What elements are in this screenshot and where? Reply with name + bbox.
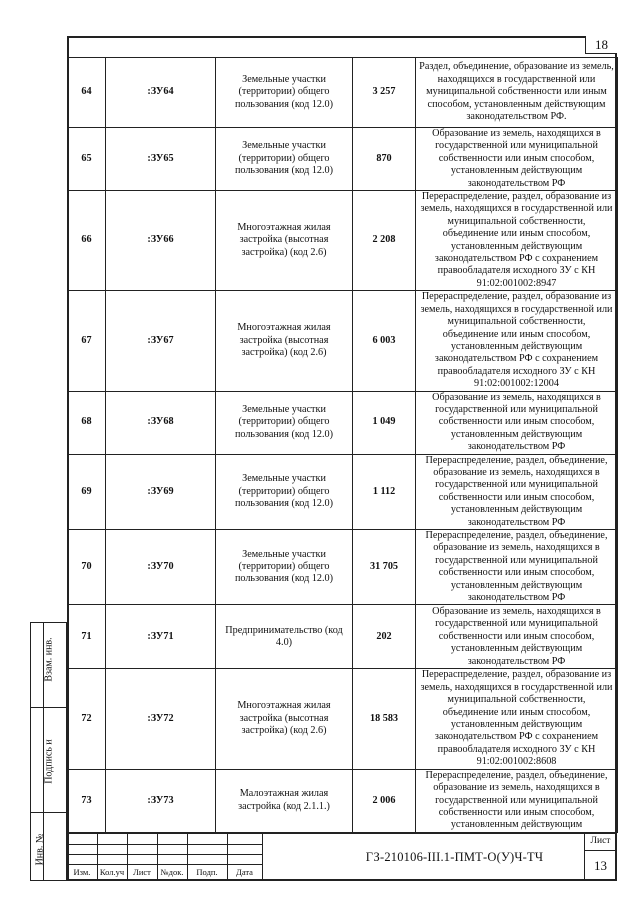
permitted-use: Земельные участки (территории) общего пользования (код 12.0): [216, 530, 353, 605]
table-row: [68, 769, 618, 832]
sheet-label: Лист: [590, 836, 611, 846]
table-row: [68, 454, 618, 529]
permitted-use: Земельные участки (территории) общего пользования (код 12.0): [216, 454, 353, 529]
table-row: [68, 605, 618, 669]
table-row: [68, 391, 618, 454]
row-number: 65: [68, 128, 106, 191]
row-number: 67: [68, 291, 106, 391]
page-number: 18: [585, 36, 617, 54]
plot-area: 2 006: [353, 769, 416, 832]
podpis-label: Подпись и: [43, 739, 55, 784]
plot-code: :ЗУ66: [106, 191, 216, 291]
plot-area: 31 705: [353, 530, 416, 605]
table-row: [68, 191, 618, 291]
permitted-use: Земельные участки (территории) общего пользования (код 12.0): [216, 128, 353, 191]
document-code: ГЗ-210106-III.1-ПМТ-О(У)Ч-ТЧ: [365, 850, 544, 864]
permitted-use: Многоэтажная жилая застройка (высотная застройка) (код 2.6): [216, 291, 353, 391]
row-number: 73: [68, 769, 106, 832]
permitted-use: Земельные участки (территории) общего пользования (код 12.0): [216, 391, 353, 454]
permitted-use: Земельные участки (территории) общего пользования (код 12.0): [216, 58, 353, 128]
permitted-use: Многоэтажная жилая застройка (высотная застройка) (код 2.6): [216, 191, 353, 291]
formation-method: Раздел, объединение, образование из земель, находящихся в государственной или муниципальной собственности или иным способом, установленным действующим законодательством РФ.: [416, 58, 618, 128]
left-stamp-column: [30, 622, 67, 881]
plot-code: :ЗУ71: [106, 605, 216, 669]
sheet-number: 13: [594, 858, 607, 873]
formation-method: Перераспределение, раздел, объединение, образование из земель, находящихся в государственной или муниципальной собственности или иным способом, установленным действующим законодательством РФ: [416, 530, 618, 605]
plot-area: 870: [353, 128, 416, 191]
revision-grid: [67, 834, 262, 881]
formation-method: Образование из земель, находящихся в государственной или муниципальной собственности или иным способом, установленным действующим законодательством РФ: [416, 605, 618, 669]
sheet-box: [584, 834, 617, 881]
row-number: 70: [68, 530, 106, 605]
row-number: 66: [68, 191, 106, 291]
table-row: [68, 58, 618, 128]
row-number: 71: [68, 605, 106, 669]
hdr-podp: Подп.: [196, 867, 218, 877]
plot-code: :ЗУ72: [106, 669, 216, 769]
plot-area: 202: [353, 605, 416, 669]
plot-code: :ЗУ64: [106, 58, 216, 128]
plot-code: :ЗУ70: [106, 530, 216, 605]
hdr-ndok: №док.: [160, 867, 184, 877]
permitted-use: Малоэтажная жилая застройка (код 2.1.1.): [216, 769, 353, 832]
row-number: 72: [68, 669, 106, 769]
formation-method: Образование из земель, находящихся в государственной или муниципальной собственности или иным способом, установленным действующим законодательством РФ: [416, 391, 618, 454]
table-row: [68, 128, 618, 191]
hdr-izm: Изм.: [73, 867, 91, 877]
hdr-data: Дата: [236, 867, 253, 877]
plot-area: 3 257: [353, 58, 416, 128]
permitted-use: Предпринимательство (код 4.0): [216, 605, 353, 669]
formation-method: Перераспределение, раздел, образование из земель, находящихся в государственной или муниципальной собственности, объединение или иным способом, установленным действующим законодательством РФ с сохранением правообладателя исходного ЗУ с КН 91:02:001002:8608: [416, 669, 618, 769]
plot-code: :ЗУ65: [106, 128, 216, 191]
title-block: [67, 832, 617, 881]
row-number: 69: [68, 454, 106, 529]
plot-area: 1 049: [353, 391, 416, 454]
hdr-kolvo: Кол.уч: [99, 867, 125, 877]
plot-area: 18 583: [353, 669, 416, 769]
formation-method: Образование из земель, находящихся в государственной или муниципальной собственности или иным способом, установленным действующим законодательством РФ: [416, 128, 618, 191]
plot-area: 2 208: [353, 191, 416, 291]
table-row: [68, 669, 618, 769]
land-plots-table: [67, 57, 618, 833]
formation-method: Перераспределение, раздел, образование из земель, находящихся в государственной или муниципальной собственности, объединение или иным способом, установленным действующим законодательством РФ с сохранением правообладателя исходного ЗУ с КН 91:02:001002:12004: [416, 291, 618, 391]
table-row: [68, 291, 618, 391]
table-row: [68, 530, 618, 605]
plot-area: 1 112: [353, 454, 416, 529]
plot-code: :ЗУ73: [106, 769, 216, 832]
vzam-inv-label: Взам. инв.: [43, 637, 55, 682]
permitted-use: Многоэтажная жилая застройка (высотная застройка) (код 2.6): [216, 669, 353, 769]
formation-method: Перераспределение, раздел, образование из земель, находящихся в государственной или муниципальной собственности, объединение или иным способом, установленным действующим законодательством РФ с сохранением правообладателя исходного ЗУ с КН 91:02:001002:8947: [416, 191, 618, 291]
row-number: 68: [68, 391, 106, 454]
plot-area: 6 003: [353, 291, 416, 391]
hdr-list: Лист: [133, 867, 151, 877]
plot-code: :ЗУ67: [106, 291, 216, 391]
row-number: 64: [68, 58, 106, 128]
formation-method: Перераспределение, раздел, объединение, образование из земель, находящихся в государственной или муниципальной собственности или иным способом, установленным действующим: [416, 769, 618, 832]
formation-method: Перераспределение, раздел, объединение, образование из земель, находящихся в государственной или муниципальной собственности или иным способом, установленным действующим законодательством РФ: [416, 454, 618, 529]
inv-number-label: Инв. №: [34, 833, 46, 866]
plot-code: :ЗУ68: [106, 391, 216, 454]
plot-code: :ЗУ69: [106, 454, 216, 529]
